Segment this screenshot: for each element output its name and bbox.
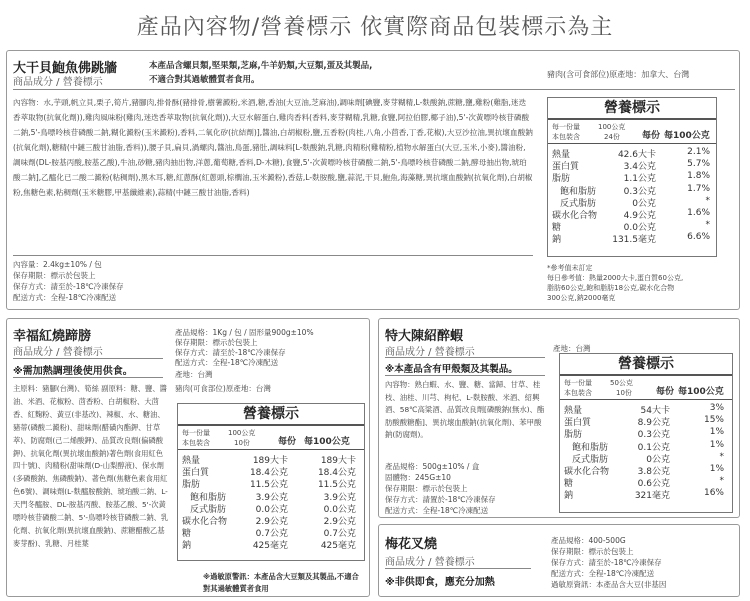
nutrient-per-serving: 0.1公克	[637, 442, 670, 453]
nutrition-row	[178, 502, 364, 514]
nutrient-name: 飽和脂肪	[190, 492, 227, 503]
col-per-100g: 每100公克	[678, 387, 724, 397]
nutrient-per-serving: 321毫克	[634, 491, 670, 502]
ingredients-text: 主原料：豬腳(台灣)、筍絲 副原料：糖、鹽、醬油、米酒、花椒粉、茴香粉、白胡椒粉、大茴香、紅麴粉、黃豆(非基改)、辣椒、水、糖油、豬蒂(磷酸二澱粉)、甜味劑(醋磺內酯鉀、甘草萃)、防腐劑(己二烯酸鉀)、品質改良劑(偏磷酸鉀)、抗氧化劑(異抗壞血酸鈉)著色劑(食用紅色四十號)、肉精粉(甜味劑(D-山梨醇液)、保水劑(多磷酸鈉、焦磷酸鈉)、著色劑(焦糖色素食用紅色6號)、調味劑(L-麩醯胺酸鈉、琥珀酸二鈉、L-天門冬醯胺、DL-胺基丙酸、胺基乙酸、5'-次黃嘌呤核苷磷酸二鈉、5'-鳥嘌呤核苷磷酸二鈉、乳化劑、抗氧化劑(異抗壞血酸鈉)、蔗糖醋酸乙基麥芽酚)、乳糖、月桂葉	[13, 384, 169, 548]
spec-line: 配送方式：全程-18℃冷凍配送	[175, 358, 279, 367]
serving-label: 每一份量	[182, 429, 210, 437]
allergen-notice: 本產品含螺貝類,堅果類,芝麻,牛羊奶類,大豆類,蛋及其製品,	[149, 61, 373, 71]
nutrient-name: 熱量	[552, 150, 571, 160]
spec-line: 保存期限：標示於包裝上	[385, 484, 468, 493]
nutrient-per-serving: 425毫克	[252, 541, 288, 552]
nutrient-name: 糖	[564, 479, 574, 490]
nutrient-name: 反式脂肪	[190, 504, 227, 515]
product-subtitle: 商品成分 / 營養標示	[13, 347, 103, 358]
detail-line: 內容量：2.4kg±10% / 包	[13, 260, 102, 269]
spec-line: 產品規格：1Kg / 包 / 固形量900g±10%	[175, 328, 314, 337]
divider	[385, 357, 545, 358]
nutrient-per-serving: 0公克	[632, 198, 656, 209]
origin-text: 產地：台灣	[553, 344, 591, 353]
ingredients-text: 內容物：水,芋頭,帆立貝,栗子,筍片,豬腳肉,排骨酥(豬排骨,樹薯澱粉,米酒,糖,香油(大豆油,芝麻油),調味劑[碘鹽,麥芽糊精,L-麩酸鈉,蔗糖,鹽,雞粉(雞脂,迷迭香萃取物(抗氧化劑)),雞肉風味粉(雞肉,迷迭香萃取物(抗氧化劑)),大豆水解蛋白,雞肉香料(香料,麥芽糊精,乳糖,食鹽,阿拉伯膠,椰子油),5'-次黃嘌呤核苷磷酸二鈉,5'-鳥嘌呤核苷磷酸二鈉,糊化澱粉(玉米澱粉),香料,二氧化矽(抗結劑)],醬油,白胡椒粉,鹽,五香粉(肉桂,八角,小茴香,丁香,花椒),大豆沙拉油,異抗壞血酸鈉(抗氧化劑),糖精(中鏈三酸甘油脂,香料)),腰子貝,扁貝,渦螺肉,醬油,鳥蛋,豬肚,調味料[L-麩酸鈉,乳糖,肉精粉(雞精粉,植物水解蛋白(大豆,玉米,小麥),醬油粉,調味劑(DL-胺基丙酸,胺基乙酸),牛油,砂糖,豬肉抽出物,洋蔥,葡萄糖,香料,D-木糖),食鹽,5'-次黃嘌呤核苷磷酸二鈉,5'-鳥嘌呤核苷磷酸二鈉,酵母抽出物,琥珀酸二鈉],乙醯化已二酸二澱粉(粘稠劑),黑木耳,糖,紅蔥酥(紅蔥頭,棕櫚油,玉米澱粉),香菇,L-麩胺酸,鹽,蒜泥,干貝,鮑魚,海藻糖,異抗壞血酸鈉(抗氧化劑),白胡椒粉,焦糖色素,粘稠劑(玉米糖膠,甲基纖維素),蒜精(中鏈三酸甘油脂,香料)	[13, 98, 533, 197]
col-per-100g: 每100公克	[664, 131, 710, 141]
nutrient-per-serving: 0.3公克	[637, 430, 670, 441]
nutrition-row	[548, 184, 716, 196]
package-value: 24份	[604, 133, 620, 141]
nutrition-header: 營養標示	[560, 354, 732, 376]
col-per-100g: 每100公克	[304, 437, 350, 447]
nutrient-per-100g: *	[705, 220, 710, 231]
nutrient-per-serving: 11.5公克	[249, 480, 288, 491]
spec-line: 豬肉(可食部位)原產地：台灣	[175, 384, 271, 393]
nutrient-per-serving: 0公克	[646, 454, 670, 465]
spec-line: 保存期限：標示於包裝上	[175, 338, 258, 347]
nutrient-per-serving: 3.9公克	[255, 492, 288, 503]
nutrient-name: 糖	[182, 529, 192, 540]
nutrition-row	[178, 477, 364, 489]
nutrient-per-serving: 18.4公克	[249, 468, 288, 479]
nutrition-row	[178, 453, 364, 465]
nutrition-row	[560, 488, 732, 500]
spec-line: 產品規格：500g±10% / 盒	[385, 462, 480, 471]
nutrient-per-serving: 0.7公克	[255, 529, 288, 540]
serving-label: 每一份量	[552, 123, 580, 131]
nutrition-row	[560, 464, 732, 476]
page-title: 產品內容物/營養標示 依實際商品包裝標示為主	[136, 15, 614, 40]
nutrition-row	[548, 159, 716, 171]
nutrient-per-100g: 0.7公克	[323, 529, 356, 540]
nutrient-per-100g: 3.9公克	[323, 492, 356, 503]
nutrition-row	[560, 427, 732, 439]
allergen-warning: ※過敏原警訊：本產品含大豆類及其製品,不適合對其過敏體質者食用	[203, 572, 359, 593]
spec-line: 保存方式：請至於-18℃冷凍保存	[551, 558, 662, 567]
spec-line: 產品規格：400-500G	[551, 536, 626, 545]
nutrient-per-100g: 1%	[709, 463, 724, 474]
nutrient-name: 碳水化合物	[552, 210, 598, 221]
nutrient-per-100g: 5.7%	[687, 159, 710, 170]
nutrition-table	[559, 353, 733, 513]
nutrient-per-100g: 15%	[703, 415, 724, 426]
product-name: 梅花叉燒	[385, 537, 438, 552]
nutrient-per-serving: 2.9公克	[255, 516, 288, 527]
serving-value: 100公克	[598, 123, 626, 131]
nutrient-per-serving: 131.5毫克	[612, 235, 656, 246]
nutrient-per-serving: 0.3公克	[623, 186, 656, 197]
nutrient-per-100g: 1%	[709, 439, 724, 450]
nutrition-row	[178, 514, 364, 526]
nutrient-per-serving: 54大卡	[640, 406, 670, 416]
product-subtitle: 商品成分 / 營養標示	[13, 77, 103, 88]
nutrient-per-100g: 425毫克	[320, 541, 356, 552]
nutrient-name: 飽和脂肪	[560, 186, 597, 197]
nutrient-per-100g: 1.7%	[687, 183, 710, 194]
nutrient-per-100g: 1.6%	[687, 207, 710, 218]
spec-line: 保存方式：請至於-18℃冷凍保存	[175, 348, 286, 357]
nutrition-table	[177, 403, 365, 561]
nutrition-row	[178, 538, 364, 550]
nutrient-name: 糖	[552, 223, 562, 234]
nutrient-per-100g: 3%	[709, 403, 724, 413]
col-per-serving: 每份	[642, 131, 661, 141]
nutrition-table	[547, 97, 717, 257]
nutrient-per-100g: 2.1%	[687, 147, 710, 157]
spec-line: 配送方式：全程-18℃冷凍配送	[385, 506, 489, 515]
nutrient-name: 飽和脂肪	[572, 442, 609, 453]
nutrient-per-100g: *	[719, 476, 724, 487]
serving-value: 50公克	[610, 379, 633, 387]
serving-label: 每一份量	[564, 379, 592, 387]
nutrient-per-serving: 8.9公克	[637, 418, 670, 429]
origin-text: 豬肉(含可食部位)原產地：加拿大、台灣	[547, 70, 690, 79]
nutrient-per-serving: 1.1公克	[623, 174, 656, 185]
nutrient-per-100g: 189大卡	[320, 456, 356, 466]
detail-line: 保存方式：請至於-18℃冷凍保存	[13, 282, 124, 291]
allergen-notice: ※本產品含有甲殼類及其製品。	[385, 364, 518, 375]
package-value: 10份	[616, 389, 632, 397]
nutrient-per-serving: 42.6大卡	[617, 150, 656, 160]
nutrient-per-serving: 189大卡	[252, 456, 288, 466]
nutrition-row	[548, 232, 716, 244]
nutrient-per-100g: 0.0公克	[323, 504, 356, 515]
package-label: 本包裝含	[564, 389, 592, 397]
nutrition-row	[178, 526, 364, 538]
nutrient-name: 脂肪	[552, 174, 571, 185]
nutrient-name: 脂肪	[564, 430, 583, 441]
nutrient-per-serving: 0.6公克	[637, 479, 670, 490]
divider	[13, 377, 163, 378]
product-subtitle: 商品成分 / 營養標示	[385, 347, 475, 358]
nutrient-name: 熱量	[182, 456, 201, 466]
nutrition-row	[178, 465, 364, 477]
spec-line: 固體物：245G±10	[385, 473, 451, 482]
heating-warning: ※非供即食，應充分加熱	[385, 577, 495, 588]
nutrient-per-100g: 1.8%	[687, 171, 710, 182]
nutrient-per-serving: 0.0公克	[623, 223, 656, 234]
nutrient-name: 碳水化合物	[182, 516, 228, 527]
nutrient-name: 蛋白質	[182, 468, 210, 479]
nutrition-footnote: 300公克,鈉2000毫克	[547, 294, 616, 302]
nutrition-row	[548, 196, 716, 208]
nutrition-header: 營養標示	[548, 98, 716, 120]
nutrient-per-100g: 6.6%	[687, 232, 710, 243]
package-value: 10份	[234, 439, 250, 447]
nutrition-footnote: *參考值未訂定	[547, 264, 593, 272]
product-panel-braised-pork	[6, 318, 370, 597]
nutrition-row	[548, 147, 716, 159]
nutrient-name: 鈉	[552, 235, 562, 246]
nutrition-row	[178, 490, 364, 502]
nutrition-row	[548, 171, 716, 183]
ingredients-text: 內容物：熟白蝦、水、鹽、糖、當歸、甘草、桂枝、油桂、川芎、枸杞、L-麩胺酸、米酒、紹興酒、58℃高粱酒、品質改良劑[磷酸鈉(無水)、酯肪酸酸糖酯]、異抗壞血酸鈉(抗氧化劑)、苯甲酸鈉(防腐劑)。	[385, 380, 545, 440]
product-panel-char-siu	[378, 524, 740, 597]
package-label: 本包裝含	[182, 439, 210, 447]
product-panel-drunken-shrimp	[378, 318, 740, 518]
nutrient-name: 反式脂肪	[560, 198, 597, 209]
nutrient-per-100g: 18.4公克	[317, 468, 356, 479]
nutrient-name: 碳水化合物	[564, 466, 610, 477]
divider	[13, 358, 163, 359]
nutrient-per-100g: *	[705, 195, 710, 206]
nutrient-per-serving: 4.9公克	[623, 210, 656, 221]
nutrient-name: 脂肪	[182, 480, 201, 491]
nutrient-per-100g: 16%	[703, 488, 724, 499]
nutrition-footnote: 每日參考值：熱量2000大卡,蛋白質60公克,	[547, 274, 684, 282]
nutrient-per-100g: 1%	[709, 427, 724, 438]
nutrient-name: 蛋白質	[564, 418, 592, 429]
nutrition-row	[560, 476, 732, 488]
nutrient-name: 鈉	[182, 541, 192, 552]
spec-line: 保存期限：標示於包裝上	[551, 547, 634, 556]
nutrition-row	[548, 208, 716, 220]
nutrition-row	[560, 403, 732, 415]
nutrition-footnote: 脂肪60公克,飽和脂肪18公克,碳水化合物	[547, 284, 675, 292]
nutrition-row	[560, 452, 732, 464]
spec-line: 產地：台灣	[175, 370, 213, 379]
nutrient-name: 反式脂肪	[572, 454, 609, 465]
nutrient-per-100g: 2.9公克	[323, 516, 356, 527]
heating-warning: ※需加熱調理後使用供食。	[13, 366, 133, 377]
divider	[385, 568, 531, 569]
product-name: 幸福紅燒蹄膀	[13, 329, 92, 344]
package-label: 本包裝含	[552, 133, 580, 141]
nutrition-row	[560, 440, 732, 452]
nutrient-name: 熱量	[564, 406, 583, 416]
divider	[13, 255, 533, 256]
nutrient-per-serving: 0.0公克	[255, 504, 288, 515]
detail-line: 保存期限：標示於包裝上	[13, 271, 96, 280]
product-name: 特大陳紹醉蝦	[385, 329, 464, 344]
product-name: 大干貝鮑魚佛跳牆	[13, 61, 118, 76]
divider	[385, 375, 545, 376]
spec-line: 保存方式：請置於-18℃冷凍保存	[385, 495, 496, 504]
nutrition-row	[560, 415, 732, 427]
nutrient-per-serving: 3.4公克	[623, 162, 656, 173]
col-per-serving: 每份	[278, 437, 297, 447]
detail-line: 配送方式：全程-18℃冷凍配送	[13, 293, 117, 302]
col-per-serving: 每份	[656, 387, 675, 397]
allergen-notice-2: 不適合對其過敏體質者食用。	[149, 75, 260, 85]
nutrient-name: 鈉	[564, 491, 574, 502]
spec-line: 過敏原資訊：本產品含大豆(非基因	[551, 580, 667, 589]
serving-value: 100公克	[228, 429, 256, 437]
nutrition-header: 營養標示	[178, 404, 364, 426]
nutrient-per-100g: 11.5公克	[317, 480, 356, 491]
nutrient-name: 蛋白質	[552, 162, 580, 173]
nutrient-per-100g: *	[719, 451, 724, 462]
product-subtitle: 商品成分 / 營養標示	[385, 557, 475, 568]
divider	[13, 89, 735, 90]
product-panel-buddha-jump	[6, 50, 740, 310]
nutrition-row	[548, 220, 716, 232]
nutrient-per-serving: 3.8公克	[637, 466, 670, 477]
spec-line: 配送方式：全程-18℃冷凍配送	[551, 569, 655, 578]
